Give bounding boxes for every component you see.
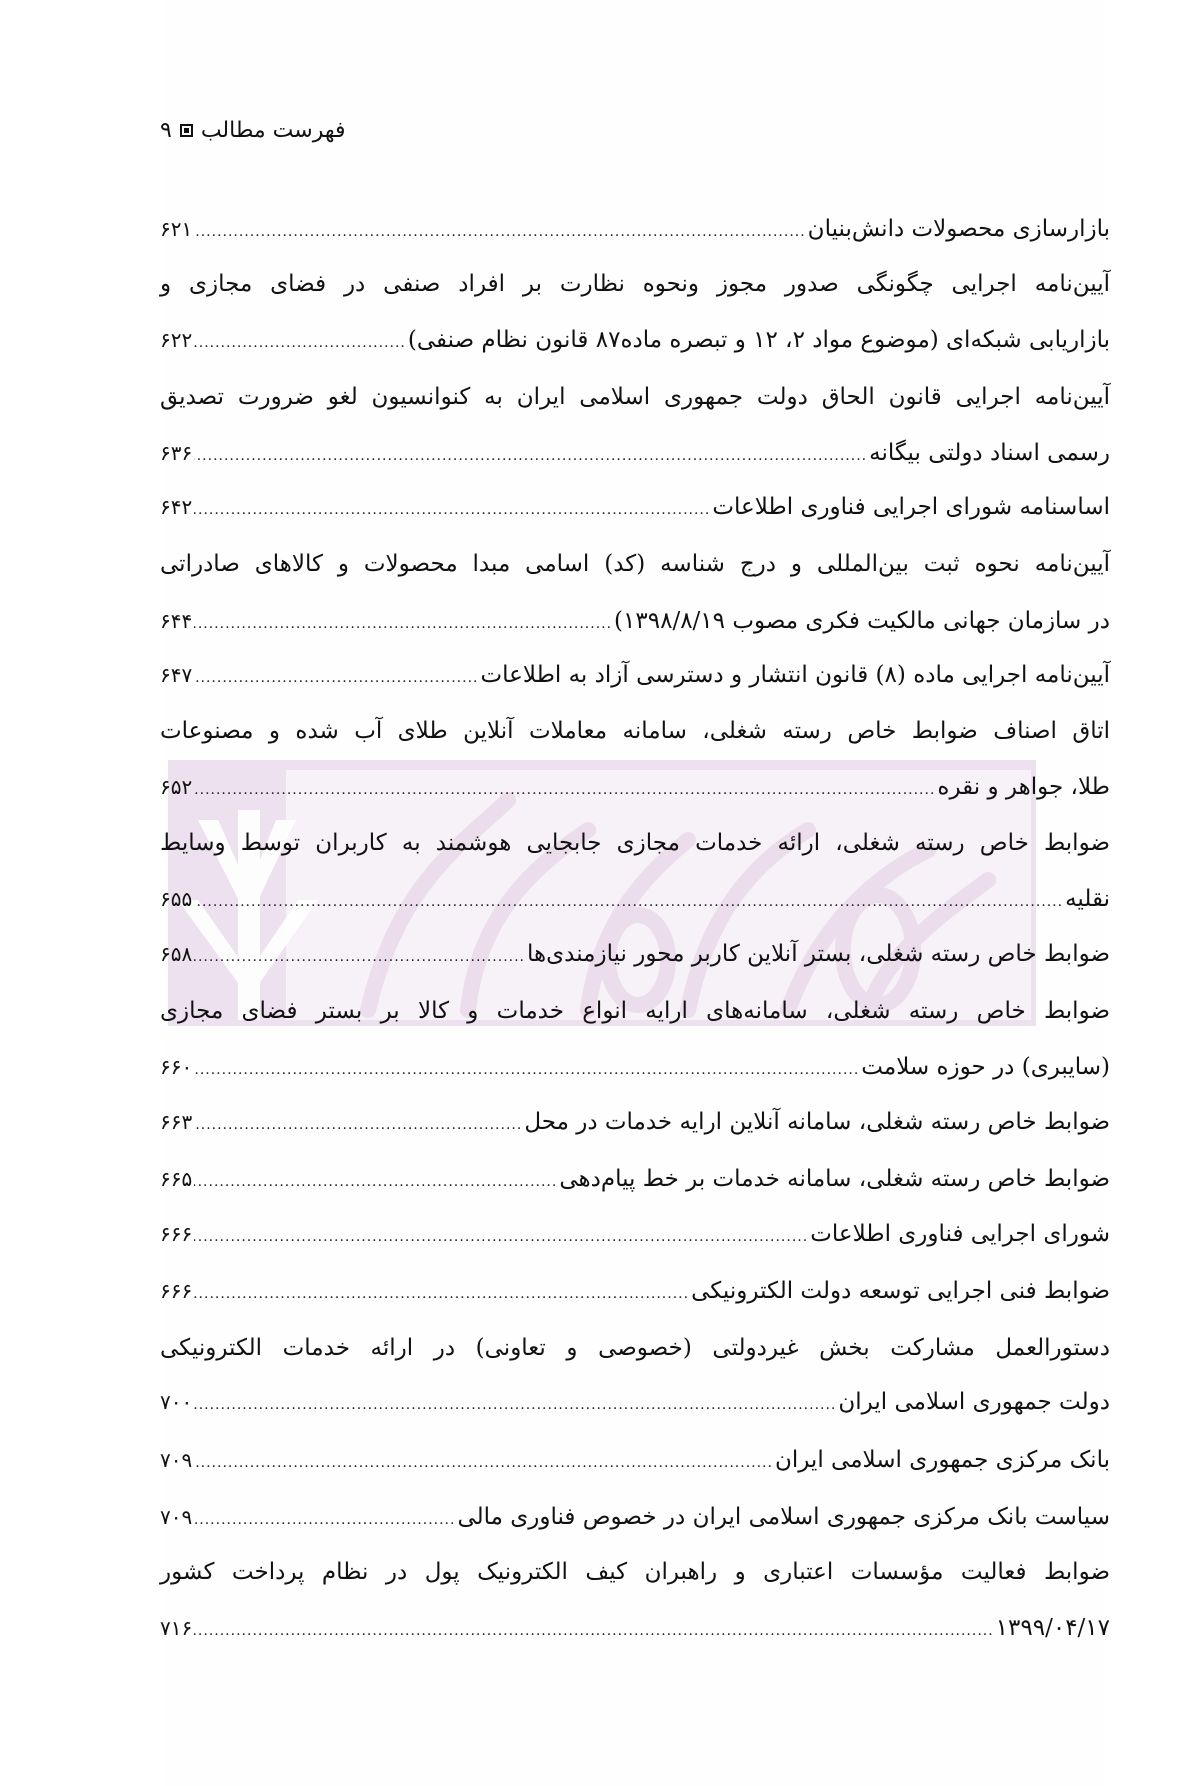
toc-entry-title: بازارسازی محصولات دانش‌بنیان: [807, 216, 1110, 242]
toc-entry-title: ضوابط خاص رسته شغلی، سامانه خدمات بر خط پیام‌دهی: [559, 1166, 1110, 1192]
toc-entry[interactable]: [160, 601, 1110, 641]
dot-leader: [194, 937, 525, 977]
toc-entry-title: نقلیه: [1065, 886, 1110, 912]
toc-entry-title: ضوابط خاص رسته شغلی، سامانه‌های ارایه انواع خدمات و کالا بر بستر فضای مجازی: [160, 998, 1110, 1024]
toc-entry[interactable]: [160, 1497, 1110, 1537]
toc-entry-page: ۶۴۷: [160, 663, 193, 687]
toc-entry-title: اتاق اصناف ضوابط خاص رسته شغلی، سامانه معاملات آنلاین طلای آب شده و مصنوعات: [160, 718, 1110, 744]
toc-entry-title: (سایبری) در حوزه سلامت: [861, 1054, 1110, 1080]
toc-entry-page: ۷۰۰: [160, 1390, 193, 1414]
toc-entry-page: ۶۶۵: [160, 1167, 193, 1191]
dot-leader: [194, 1500, 455, 1540]
toc-entry-page: ۶۶۶: [160, 1279, 193, 1303]
running-header: [160, 118, 346, 143]
dot-leader: [194, 604, 612, 644]
toc-entry-page: ۶۵۵: [160, 887, 193, 911]
dot-leader: [194, 323, 406, 363]
toc-entry-continued[interactable]: [160, 1328, 1110, 1368]
toc-entry[interactable]: [160, 934, 1110, 974]
toc-entry-title: آیین‌نامه اجرایی ماده (۸) قانون انتشار و دسترسی آزاد به اطلاعات: [480, 662, 1110, 688]
toc-entry-title: در سازمان جهانی مالکیت فکری مصوب ۱۳۹۸/۸/۱۹): [614, 608, 1110, 634]
dot-leader: [194, 770, 935, 810]
toc-entry-title: آیین‌نامه اجرایی چگونگی صدور مجوز ونحوه نظارت بر افراد صنفی در فضای مجازی و: [160, 271, 1110, 297]
dot-leader: [194, 1050, 859, 1090]
header-page-number: ۹: [160, 118, 172, 143]
toc-entry-page: ۷۰۹: [160, 1448, 193, 1472]
dot-leader: [194, 1385, 836, 1425]
dot-leader: [194, 436, 867, 476]
toc-entry[interactable]: [160, 1608, 1110, 1648]
toc-entry-page: ۶۳۶: [160, 441, 193, 465]
toc-entry[interactable]: [160, 655, 1110, 695]
toc-entry-title: آیین‌نامه نحوه ثبت بین‌المللی و درج شناسه (کد) اسامی مبدا محصولات و کالاهای صادراتی: [160, 551, 1110, 577]
toc-entry-continued[interactable]: [160, 711, 1110, 751]
toc-entry-title: بازاریابی شبکه‌ای (موضوع مواد ۲، ۱۲ و تبصره ماده۸۷ قانون نظام صنفی): [407, 327, 1110, 353]
toc-entry-title: دستورالعمل مشارکت بخش غیردولتی (خصوصی و تعاونی) در ارائه خدمات الکترونیکی: [160, 1335, 1111, 1361]
toc-entry[interactable]: [160, 209, 1110, 249]
toc-entry[interactable]: [160, 320, 1110, 360]
toc-entry-page: ۶۴۲: [160, 495, 193, 519]
dot-leader: [194, 1443, 773, 1483]
dot-leader: [194, 1217, 808, 1257]
toc-entry[interactable]: [160, 1159, 1110, 1199]
dot-leader: [194, 1105, 522, 1145]
toc-entry[interactable]: [160, 1382, 1110, 1422]
toc-entry-continued[interactable]: [160, 377, 1110, 417]
toc-entry[interactable]: [160, 1271, 1110, 1311]
toc-entry[interactable]: [160, 487, 1110, 527]
header-title: فهرست مطالب: [200, 118, 346, 143]
toc-entry-title: آیین‌نامه اجرایی قانون الحاق دولت جمهوری اسلامی ایران به کنوانسیون لغو ضرورت تصدیق: [160, 384, 1110, 410]
toc-entry-page: ۷۱۶: [160, 1616, 193, 1640]
toc-entry[interactable]: [160, 1440, 1110, 1480]
toc-entry-page: ۶۵۲: [160, 775, 193, 799]
dot-leader: [194, 1274, 689, 1314]
dot-leader: [194, 882, 1063, 922]
toc-entry-title: طلا، جواهر و نقره: [937, 774, 1110, 800]
toc-entry[interactable]: [160, 767, 1110, 807]
toc-entry-title: ضوابط خاص رسته شغلی، بستر آنلاین کاربر محور نیازمندی‌ها: [527, 941, 1110, 967]
toc-entry-page: ۷۰۹: [160, 1505, 193, 1529]
toc-entry-title: دولت جمهوری اسلامی ایران: [838, 1389, 1110, 1415]
toc-entry[interactable]: [160, 879, 1110, 919]
toc-entry-page: ۶۴۴: [160, 609, 193, 633]
dot-leader: [194, 658, 478, 698]
toc-entry-title: رسمی اسناد دولتی بیگانه: [869, 440, 1110, 466]
toc-entry-continued[interactable]: [160, 264, 1110, 304]
toc-entry-continued[interactable]: [160, 823, 1110, 863]
toc-entry-title: ضوابط فنی اجرایی توسعه دولت الکترونیکی: [691, 1278, 1110, 1304]
toc-entry[interactable]: [160, 1102, 1110, 1142]
dot-leader: [194, 212, 805, 252]
toc-entry-page: ۶۲۲: [160, 328, 193, 352]
toc-entry-title: اساسنامه شورای اجرایی فناوری اطلاعات: [712, 494, 1110, 520]
toc-entry-page: ۶۶۶: [160, 1222, 193, 1246]
toc-entry-page: ۶۶۳: [160, 1110, 193, 1134]
toc-entry-title: ضوابط خاص رسته شغلی، ارائه خدمات مجازی جابجایی هوشمند به کاربران توسط وسایط: [160, 830, 1110, 856]
toc-entry-continued[interactable]: [160, 544, 1110, 584]
toc-entry-continued[interactable]: [160, 991, 1110, 1031]
toc-entry-title: ضوابط فعالیت مؤسسات اعتباری و راهبران کیف الکترونیک پول در نظام پرداخت کشور: [160, 1559, 1110, 1585]
toc-entry-title: بانک مرکزی جمهوری اسلامی ایران: [774, 1447, 1110, 1473]
toc-entry-page: ۶۶۰: [160, 1055, 193, 1079]
toc-entry[interactable]: [160, 433, 1110, 473]
dot-leader: [194, 1162, 557, 1202]
toc-entry-page: ۶۲۱: [160, 217, 193, 241]
toc-entry-title: سیاست بانک مرکزی جمهوری اسلامی ایران در خصوص فناوری مالی: [457, 1504, 1110, 1530]
toc-entry[interactable]: [160, 1214, 1110, 1254]
square-bullet-icon: [180, 124, 193, 137]
dot-leader: [194, 1611, 993, 1651]
toc-entry-title: ضوابط خاص رسته شغلی، سامانه آنلاین ارایه خدمات در محل: [524, 1109, 1110, 1135]
dot-leader: [194, 490, 710, 530]
toc-entry-title: شورای اجرایی فناوری اطلاعات: [810, 1221, 1110, 1247]
toc-entry-page: ۶۵۸: [160, 942, 193, 966]
toc-entry-continued[interactable]: [160, 1552, 1110, 1592]
toc-entry-title: ۱۳۹۹/۰۴/۱۷: [995, 1615, 1110, 1641]
toc-entry[interactable]: [160, 1047, 1110, 1087]
